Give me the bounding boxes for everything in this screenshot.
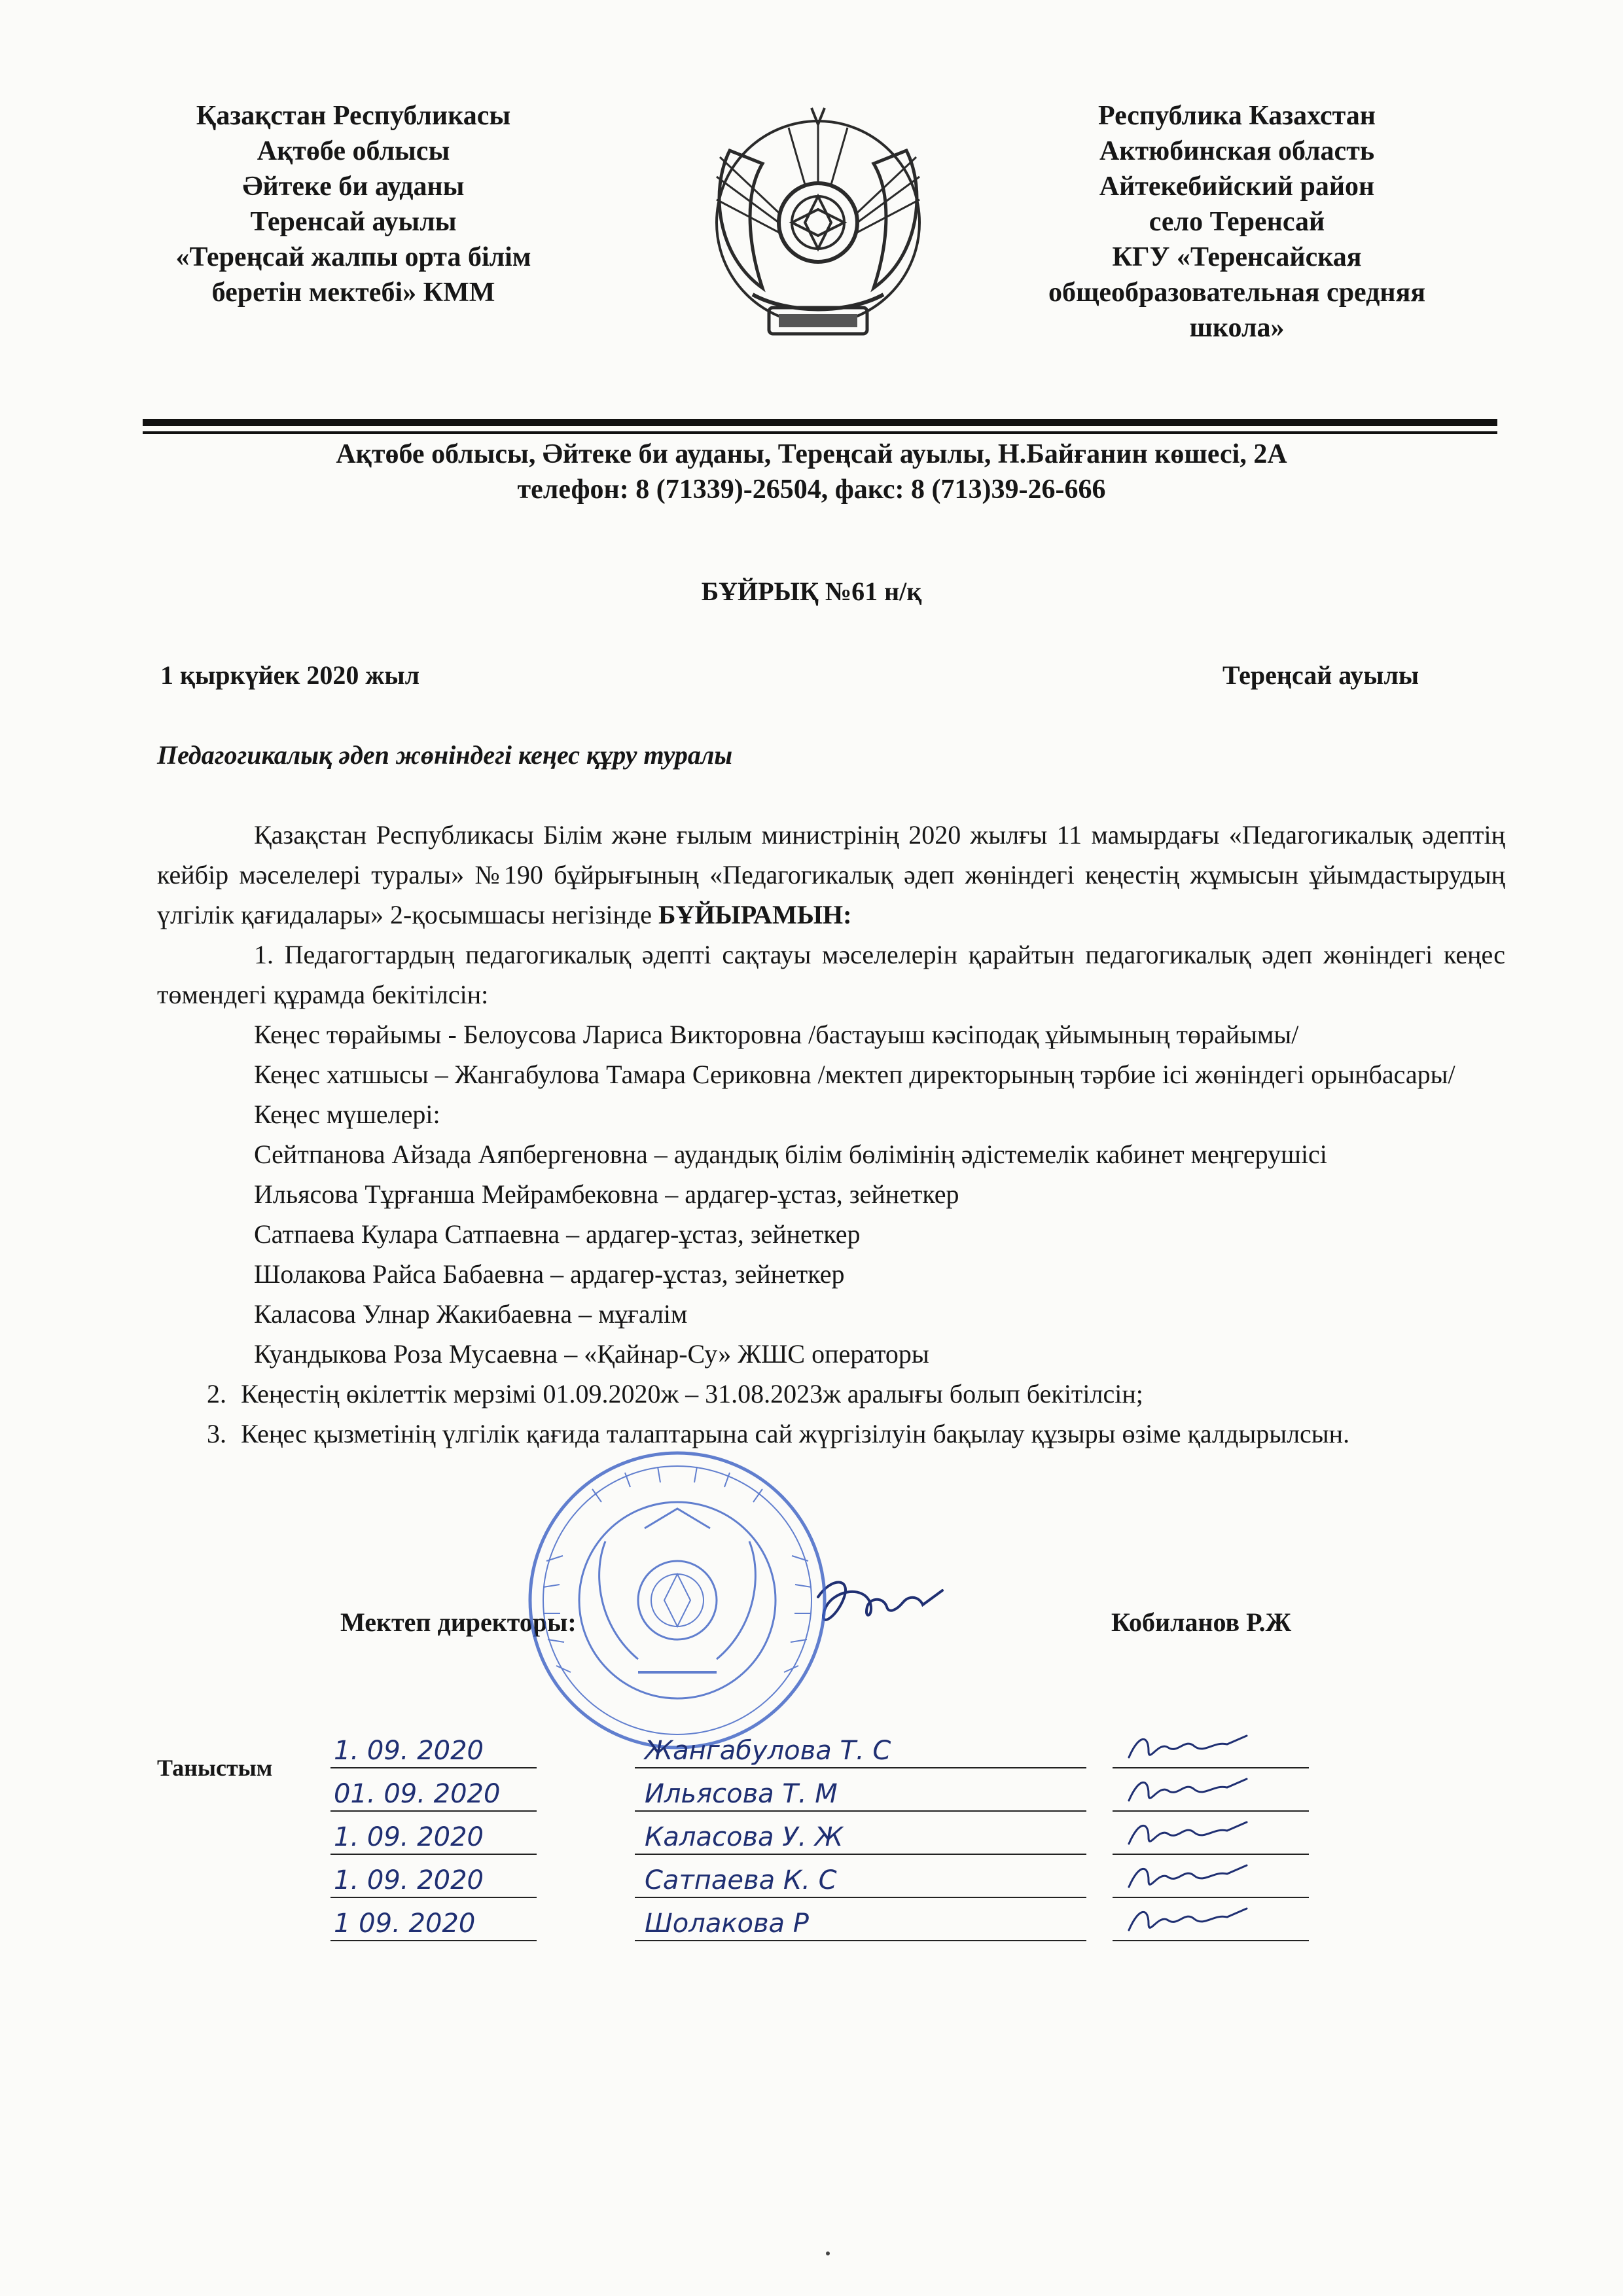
header-line: общеобразовательная средняя	[1048, 278, 1426, 308]
handwritten-signature-icon	[1122, 1857, 1253, 1897]
header-line: Актюбинская область	[1099, 136, 1375, 166]
item-2: 2. Кеңестің өкілеттік мерзімі 01.09.2020ж – 31.08.2023ж аралығы болып бекітілсін;	[207, 1379, 1143, 1408]
signature-line	[1113, 1810, 1309, 1812]
members-label: Кеңес мүшелері:	[254, 1100, 440, 1129]
speck	[826, 2251, 830, 2255]
council-member: Сейтпанова Айзада Аяпбергеновна – аудандық білім бөлімінің әдістемелік кабинет меңгерушісі	[254, 1139, 1327, 1169]
handwritten-date: 1. 09. 2020	[334, 1865, 484, 1895]
official-stamp-icon	[494, 1443, 861, 1757]
signature-line	[635, 1940, 1086, 1941]
council-member: Шолакова Райса Бабаевна – ардагер-ұстаз, зейнеткер	[254, 1259, 845, 1289]
intro-paragraph: Қазақстан Республикасы Білім және ғылым министрінің 2020 жылғы 11 мамырдағы «Педагогикалық әдептің кейбір мәселелері туралы» №190 бұйрығының «Педагогикалық әдеп жөніндегі кеңестің жұмысын ұйымдастырудың үлгілік қағидалары» 2-қосымшасы негізінде БҰЙЫРАМЫН:	[157, 820, 1505, 929]
contact-line: телефон: 8 (71339)-26504, факс: 8 (713)39-26-666	[517, 475, 1106, 505]
header-rule-thick	[143, 419, 1497, 426]
signature-line	[635, 1810, 1086, 1812]
address-line: Ақтөбе облысы, Әйтеке би ауданы, Тереңсай ауылы, Н.Байғанин көшесі, 2А	[336, 439, 1287, 469]
signature-name: Кобиланов Р.Ж	[1111, 1607, 1292, 1637]
handwritten-date: 1. 09. 2020	[334, 1822, 484, 1852]
council-chair: Кеңес төрайымы - Белоусова Лариса Викторовна /бастауыш кәсіподақ ұйымының төрайымы/	[254, 1020, 1299, 1049]
signature-line	[1113, 1854, 1309, 1855]
header-line: село Теренсай	[1149, 207, 1325, 237]
acknowledgement-row	[0, 1857, 1623, 1898]
state-emblem-icon	[690, 98, 946, 360]
acknowledgement-row	[0, 1814, 1623, 1855]
handwritten-date: 1 09. 2020	[334, 1909, 476, 1939]
handwritten-signature-icon	[1122, 1901, 1253, 1940]
members-list	[157, 1134, 1505, 1374]
header-line: школа»	[1189, 313, 1285, 343]
signature-line	[635, 1897, 1086, 1898]
signature-line	[330, 1940, 537, 1941]
acknowledgement-label: Таныстым	[157, 1755, 273, 1781]
header-line: Теренсай ауылы	[250, 207, 457, 237]
handwritten-signature-icon	[1122, 1771, 1253, 1810]
handwritten-signature-icon	[1122, 1814, 1253, 1854]
header-line: Қазақстан Республикасы	[196, 101, 511, 131]
acknowledgement-row	[0, 1901, 1623, 1941]
header-left	[98, 98, 609, 310]
handwritten-date: 01. 09. 2020	[334, 1779, 501, 1809]
order-body	[157, 815, 1505, 1454]
signature-line	[330, 1767, 537, 1768]
signature-line	[1113, 1897, 1309, 1898]
order-keyword: БҰЙЫРАМЫН:	[658, 900, 852, 929]
order-subject: Педагогикалық әдеп жөніндегі кеңес құру туралы	[157, 740, 733, 770]
signature-line	[330, 1810, 537, 1812]
acknowledgement-row	[0, 1771, 1623, 1812]
signature-line	[330, 1897, 537, 1898]
acknowledgement-row	[0, 1728, 1623, 1768]
handwritten-signature-icon	[1122, 1728, 1253, 1767]
header-line: Айтекебийский район	[1099, 171, 1375, 202]
header-line: Әйтеке би ауданы	[242, 171, 465, 202]
council-member: Куандыкова Роза Мусаевна – «Қайнар-Су» ЖШС операторы	[254, 1339, 929, 1369]
header-line: КГУ «Теренсайская	[1112, 242, 1362, 272]
signature-line	[635, 1854, 1086, 1855]
header-line: «Тереңсай жалпы орта білім	[175, 242, 531, 272]
signature-line	[330, 1854, 537, 1855]
council-member: Сатпаева Кулара Сатпаевна – ардагер-ұстаз, зейнеткер	[254, 1219, 861, 1249]
council-member: Ильясова Тұрғанша Мейрамбековна – ардагер-ұстаз, зейнеткер	[254, 1179, 959, 1209]
signature-line	[635, 1767, 1086, 1768]
item-1: 1. Педагогтардың педагогикалық әдепті сақтауы мәселелерін қарайтын педагогикалық әдеп жөніндегі кеңес төмендегі құрамда бекітілсін:	[157, 940, 1505, 1009]
handwritten-name: Сатпаева К. С	[645, 1865, 837, 1895]
item-3: 3. Кеңес қызметінің үлгілік қағида талаптарына сай жүргізілуін бақылау құзыры өзіме қалдырылсын.	[207, 1419, 1350, 1448]
handwritten-name: Каласова У. Ж	[645, 1822, 844, 1852]
order-date: 1 қыркүйек 2020 жыл	[160, 660, 420, 690]
handwritten-name: Ильясова Т. М	[645, 1779, 838, 1809]
header-line: Республика Казахстан	[1098, 101, 1376, 131]
header-line: беретін мектебі» КММ	[211, 278, 495, 308]
order-title: БҰЙРЫҚ №61 н/қ	[701, 577, 922, 606]
signature-role: Мектеп директоры:	[340, 1607, 577, 1637]
handwritten-name: Жангабулова Т. С	[645, 1736, 891, 1766]
signature-line	[1113, 1767, 1309, 1768]
header-line: Ақтөбе облысы	[257, 136, 450, 166]
handwritten-date: 1. 09. 2020	[334, 1736, 484, 1766]
header-right	[955, 98, 1518, 346]
handwritten-name: Шолакова Р	[645, 1909, 809, 1939]
council-secretary: Кеңес хатшысы – Жангабулова Тамара Сериковна /мектеп директорының тәрбие ісі жөніндегі орынбасары/	[254, 1060, 1455, 1089]
council-member: Каласова Улнар Жакибаевна – мұғалім	[254, 1299, 688, 1329]
order-place: Тереңсай ауылы	[1222, 660, 1419, 690]
signature-line	[1113, 1940, 1309, 1941]
header-rule-thin	[143, 431, 1497, 434]
